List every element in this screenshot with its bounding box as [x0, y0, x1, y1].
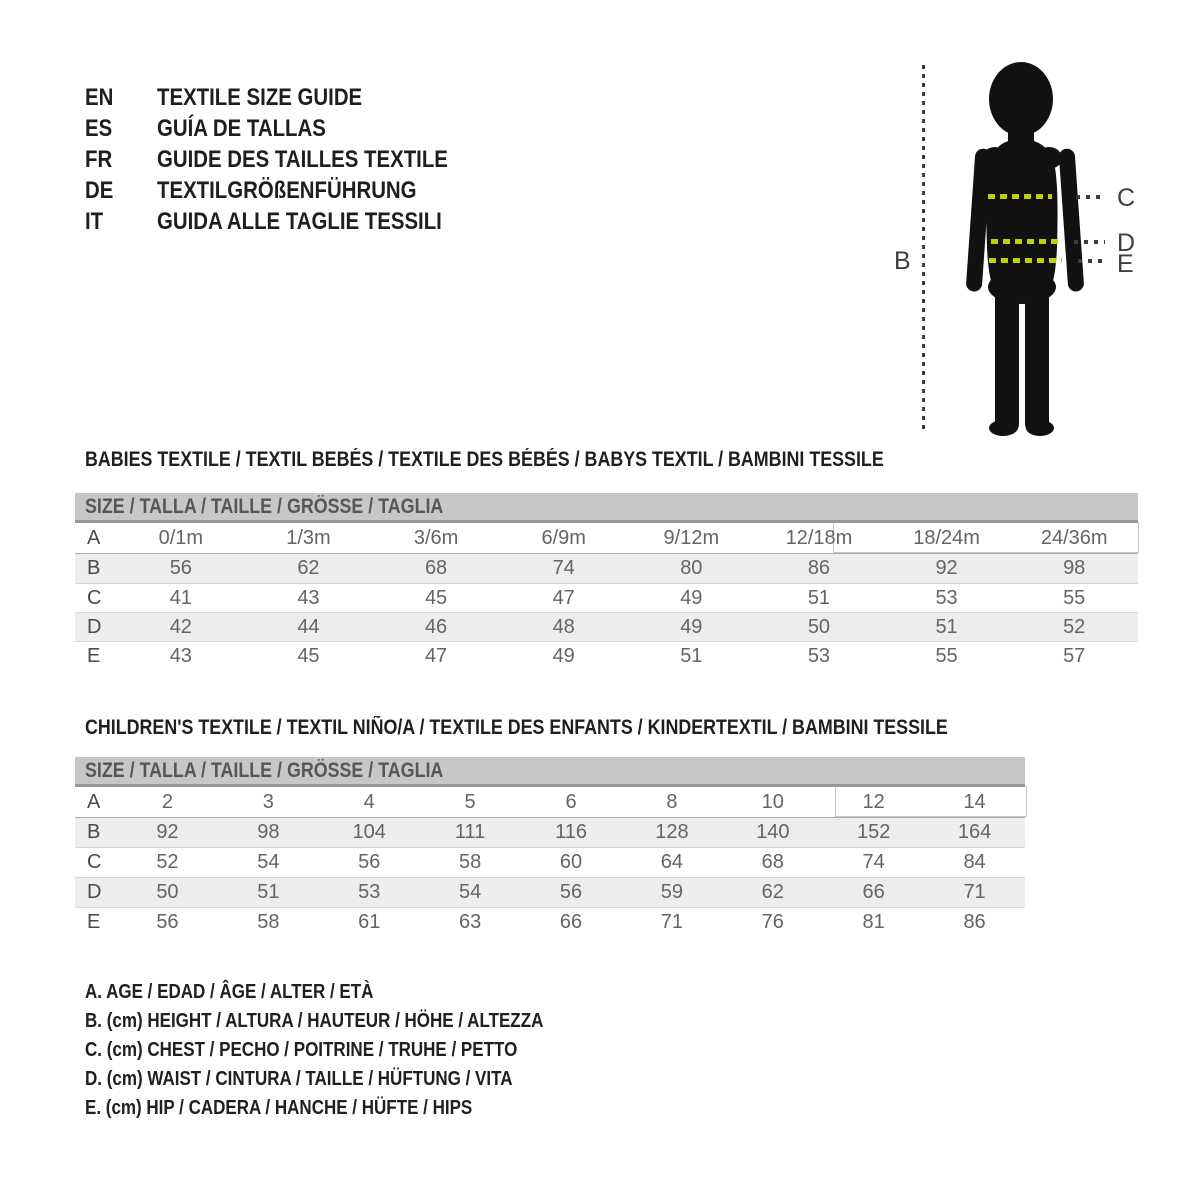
- lang-code: ES: [85, 114, 113, 142]
- figure-label-waist: D: [1117, 229, 1136, 257]
- table-cell: 152: [856, 821, 891, 843]
- table-row-height: [75, 553, 1138, 583]
- measurement-legend: [85, 978, 624, 1123]
- row-label: C: [87, 851, 102, 873]
- table-cell: 55: [935, 644, 958, 667]
- table-cell: 128: [655, 821, 689, 843]
- language-title-block: [85, 82, 499, 237]
- table-cell: 104: [352, 821, 386, 843]
- table-cell: 14: [963, 790, 986, 813]
- table-cell: 12/18m: [785, 526, 853, 549]
- table-cell: 56: [156, 911, 179, 933]
- table-cell: 18/24m: [913, 526, 980, 549]
- table-cell: 56: [559, 881, 583, 903]
- table-cell: 58: [257, 911, 280, 933]
- table-cell: 164: [957, 821, 992, 843]
- table-cell: 1/3m: [286, 526, 331, 549]
- table-cell: 60: [559, 851, 583, 873]
- table-cell: 58: [458, 851, 482, 873]
- table-cell: 51: [257, 881, 280, 903]
- table-cell: 98: [257, 821, 280, 843]
- babies-heading-text: BABIES TEXTILE / TEXTIL BEBÉS / TEXTILE DES BÉBÉS / BABYS TEXTIL / BAMBINI TESSILE: [85, 448, 884, 471]
- row-label: A: [87, 526, 101, 549]
- table-cell: 92: [935, 557, 958, 579]
- table-row-hip: [75, 641, 1138, 670]
- lang-title: GUÍA DE TALLAS: [157, 114, 326, 142]
- table-row-age: [75, 787, 1025, 817]
- lang-code: IT: [85, 207, 104, 235]
- child-silhouette: [950, 55, 1100, 440]
- table-cell: 116: [555, 821, 587, 843]
- legend-age: A. AGE / EDAD / ÂGE / ALTER / ETÀ: [85, 981, 374, 1003]
- waist-pointer-dots: [1074, 240, 1105, 244]
- table-cell: 57: [1063, 644, 1086, 667]
- figure-label-hip: E: [1117, 250, 1134, 278]
- table-cell: 86: [963, 911, 986, 933]
- lang-title: TEXTILGRÖßENFÜHRUNG: [157, 176, 417, 204]
- table-cell: 51: [935, 615, 958, 638]
- table-cell: 53: [935, 586, 958, 609]
- table-cell: 66: [862, 881, 885, 903]
- table-cell: 8: [666, 790, 678, 813]
- chest-pointer-dots: [1076, 195, 1106, 199]
- size-header-bar: [75, 757, 1025, 787]
- table-cell: 56: [169, 557, 192, 579]
- table-row-chest: [75, 583, 1138, 612]
- table-cell: 45: [424, 586, 448, 609]
- row-label: B: [87, 821, 101, 843]
- table-cell: 74: [862, 851, 885, 873]
- table-cell: 64: [660, 851, 684, 873]
- table-cell: 84: [963, 851, 986, 873]
- table-cell: 71: [963, 881, 986, 903]
- row-label: D: [87, 881, 102, 903]
- table-cell: 81: [862, 911, 885, 933]
- table-cell: 42: [169, 615, 192, 638]
- row-label: D: [87, 615, 102, 638]
- row-label: E: [87, 644, 101, 667]
- table-cell: 10: [761, 790, 784, 813]
- table-cell: 76: [761, 911, 784, 933]
- table-cell: 24/36m: [1040, 526, 1108, 549]
- table-cell: 3/6m: [413, 526, 459, 549]
- table-row-waist: [75, 612, 1138, 641]
- legend-hip: E. (cm) HIP / CADERA / HANCHE / HÜFTE / HIPS: [85, 1097, 473, 1119]
- table-cell: 74: [552, 557, 575, 579]
- table-row-chest: [75, 847, 1025, 877]
- lang-code: FR: [85, 145, 113, 173]
- table-cell: 53: [358, 881, 381, 903]
- table-cell: 46: [424, 615, 448, 638]
- lang-row-it: [85, 206, 499, 237]
- table-cell: 6/9m: [541, 526, 586, 549]
- babies-size-table: [75, 493, 1138, 670]
- table-cell: 62: [297, 557, 320, 579]
- table-row-hip: [75, 907, 1025, 937]
- table-cell: 6: [565, 790, 577, 813]
- table-cell: 62: [761, 881, 784, 903]
- table-cell: 50: [807, 615, 831, 638]
- table-cell: 0/1m: [158, 526, 204, 549]
- table-cell: 5: [464, 790, 476, 813]
- lang-row-fr: [85, 144, 499, 175]
- table-cell: 12: [862, 790, 885, 813]
- table-row-height: [75, 817, 1025, 847]
- table-cell: 3: [262, 790, 274, 813]
- table-cell: 49: [680, 586, 703, 609]
- table-cell: 47: [424, 644, 448, 667]
- table-cell: 49: [680, 615, 703, 638]
- lang-row-es: [85, 113, 499, 144]
- babies-section-heading: [85, 449, 1025, 471]
- lang-code: DE: [85, 176, 114, 204]
- table-cell: 2: [161, 790, 173, 813]
- table-cell: 52: [1063, 615, 1086, 638]
- hip-measure-dash: [989, 258, 1062, 263]
- children-section-heading: [85, 717, 1100, 739]
- table-cell: 92: [156, 821, 179, 843]
- table-cell: 49: [552, 644, 575, 667]
- table-cell: 140: [756, 821, 790, 843]
- children-size-table: [75, 757, 1025, 937]
- table-row-waist: [75, 877, 1025, 907]
- table-cell: 63: [458, 911, 482, 933]
- legend-height: B. (cm) HEIGHT / ALTURA / HAUTEUR / HÖHE / ALTEZZA: [85, 1010, 544, 1032]
- lang-title: GUIDE DES TAILLES TEXTILE: [157, 145, 448, 173]
- table-cell: 47: [552, 586, 575, 609]
- table-cell: 43: [297, 586, 320, 609]
- table-cell: 43: [169, 644, 192, 667]
- table-cell: 41: [169, 586, 192, 609]
- table-cell: 98: [1063, 557, 1086, 579]
- table-cell: 51: [680, 644, 703, 667]
- table-cell: 68: [761, 851, 784, 873]
- children-heading-text: CHILDREN'S TEXTILE / TEXTIL NIÑO/A / TEXTILE DES ENFANTS / KINDERTEXTIL / BAMBINI TESSILE: [85, 716, 948, 739]
- size-header-text: SIZE / TALLA / TAILLE / GRÖSSE / TAGLIA: [85, 758, 444, 782]
- lang-row-en: [85, 82, 499, 113]
- chest-measure-dash: [988, 194, 1052, 199]
- table-cell: 50: [156, 881, 179, 903]
- table-cell: 68: [424, 557, 448, 579]
- row-label: E: [87, 911, 101, 933]
- table-cell: 52: [156, 851, 179, 873]
- lang-title: GUIDA ALLE TAGLIE TESSILI: [157, 207, 442, 235]
- height-measure-dotted-line: [922, 65, 925, 431]
- size-header-text: SIZE / TALLA / TAILLE / GRÖSSE / TAGLIA: [85, 494, 444, 518]
- table-cell: 56: [358, 851, 381, 873]
- table-cell: 54: [257, 851, 280, 873]
- table-cell: 54: [458, 881, 482, 903]
- figure-label-chest: C: [1117, 184, 1136, 212]
- table-cell: 51: [807, 586, 831, 609]
- table-cell: 80: [680, 557, 703, 579]
- figure-label-height: B: [894, 247, 911, 275]
- table-cell: 9/12m: [663, 526, 720, 549]
- table-cell: 44: [297, 615, 320, 638]
- lang-row-de: [85, 175, 499, 206]
- table-cell: 53: [807, 644, 831, 667]
- waist-measure-dash: [991, 239, 1059, 244]
- lang-title: TEXTILE SIZE GUIDE: [157, 83, 363, 111]
- row-label: C: [87, 586, 102, 609]
- table-row-age: [75, 523, 1138, 553]
- legend-chest: C. (cm) CHEST / PECHO / POITRINE / TRUHE / PETTO: [85, 1039, 518, 1061]
- table-cell: 111: [454, 821, 486, 843]
- hip-pointer-dots: [1078, 259, 1105, 263]
- size-header-bar: [75, 493, 1138, 523]
- table-cell: 71: [660, 911, 684, 933]
- table-cell: 45: [297, 644, 320, 667]
- table-cell: 48: [552, 615, 575, 638]
- table-cell: 59: [660, 881, 684, 903]
- table-cell: 4: [363, 790, 375, 813]
- table-cell: 61: [358, 911, 381, 933]
- row-label: B: [87, 557, 101, 579]
- lang-code: EN: [85, 83, 114, 111]
- table-cell: 55: [1063, 586, 1086, 609]
- legend-waist: D. (cm) WAIST / CINTURA / TAILLE / HÜFTUNG / VITA: [85, 1068, 513, 1090]
- table-cell: 66: [559, 911, 583, 933]
- row-label: A: [87, 790, 101, 813]
- table-cell: 86: [807, 557, 831, 579]
